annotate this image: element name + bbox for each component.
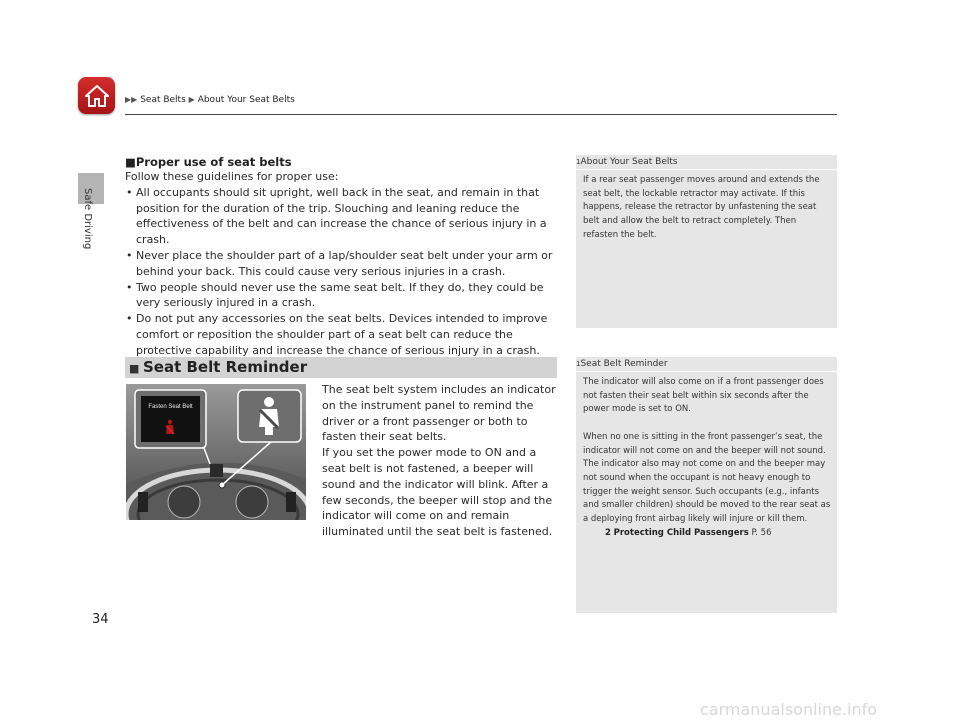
breadcrumb-arrow-icon: ▶▶ [125, 95, 138, 104]
note-paragraph: When no one is sitting in the front passenger’s seat, the indicator will not come on and the beeper will not sound. [583, 431, 826, 456]
note-flag-icon: 1 [576, 360, 581, 368]
note-divider [576, 371, 837, 372]
breadcrumb-item-seat-belts[interactable]: Seat Belts [140, 95, 186, 105]
guideline-item: • Do not put any accessories on the seat belts. Devices intended to improve comfort or reposition the shoulder part of a seat belt can reduce the protective capability and increase the chance of serious injury in a crash. [125, 311, 560, 358]
section-square-icon: ■ [129, 362, 140, 375]
proper-use-intro: Follow these guidelines for proper use: [125, 170, 339, 183]
guideline-item: • Two people should never use the same seat belt. If they do, they could be very seriously injured in a crash. [125, 280, 560, 312]
seat-belt-reminder-section [125, 357, 557, 378]
breadcrumb [125, 95, 295, 105]
breadcrumb-item-about-seat-belts[interactable]: About Your Seat Belts [197, 95, 295, 105]
cross-reference-link[interactable]: 2 Protecting Child Passengers P. 56 [605, 527, 772, 538]
note-body [583, 174, 833, 243]
xref-arrow-icon: 2 [605, 527, 611, 538]
note-paragraph: The indicator will also come on if a front passenger does not fasten their seat belt within six seconds after the power mode is set to ON. [583, 377, 824, 415]
note-flag-icon: 1 [576, 158, 581, 166]
home-icon [84, 84, 110, 108]
header-divider [125, 114, 837, 115]
instrument-panel-illustration [126, 384, 306, 520]
main-content [125, 155, 560, 359]
section-title: Seat Belt Reminder [143, 358, 308, 376]
note-seat-belt-reminder [576, 357, 837, 613]
note-title: 1Seat Belt Reminder [576, 359, 668, 369]
note-about-seat-belts [576, 155, 837, 328]
guideline-item: • Never place the shoulder part of a lap/shoulder seat belt under your arm or behind your back. This could cause very serious injuries in a crash. [125, 248, 560, 280]
breadcrumb-separator-icon: ▶ [188, 95, 195, 104]
reminder-description [322, 382, 560, 540]
heading-square-icon: ■ [125, 155, 136, 169]
dashboard-drawing [126, 384, 306, 520]
note-paragraph: If a rear seat passenger moves around and extends the seat belt, the lockable retractor may activate. If this happens, release the retractor by unfastening the seat belt and allow the belt to retract completely. Then refasten the belt. [583, 175, 820, 240]
note-body [583, 376, 833, 540]
home-button[interactable] [78, 77, 115, 114]
proper-use-heading: ■Proper use of seat belts [125, 155, 292, 169]
page-number: 34 [92, 612, 109, 627]
guideline-list [125, 185, 560, 359]
note-divider [576, 169, 837, 170]
reminder-paragraph-1: The seat belt system includes an indicator on the instrument panel to remind the driver or a front passenger or both to fasten their seat belts. [322, 383, 556, 444]
guideline-item: • All occupants should sit upright, well back in the seat, and remain in that position for the duration of the trip. Slouching and leaning reduce the effectiveness of the belt and can increase the chance of serious injury in a crash. [125, 185, 560, 248]
note-title: 1About Your Seat Belts [576, 157, 678, 167]
note-paragraph: The indicator also may not come on and the beeper may not sound when the occupant is not heavy enough to trigger the weight sensor. Such occupants (e.g., infants and smaller children) should be moved to the rear seat as a deploying front airbag likely will injure or kill them. [583, 459, 831, 525]
section-label: Safe Driving [82, 188, 93, 250]
reminder-paragraph-2: If you set the power mode to ON and a seat belt is not fastened, a beeper will sound and the indicator will blink. After a few seconds, the beeper will stop and the indicator will come on and remain illuminated until the seat belt is fastened. [322, 446, 553, 539]
watermark: carmanualsonline.info [700, 700, 878, 719]
fasten-seat-belt-label: Fasten Seat Belt [148, 404, 193, 410]
